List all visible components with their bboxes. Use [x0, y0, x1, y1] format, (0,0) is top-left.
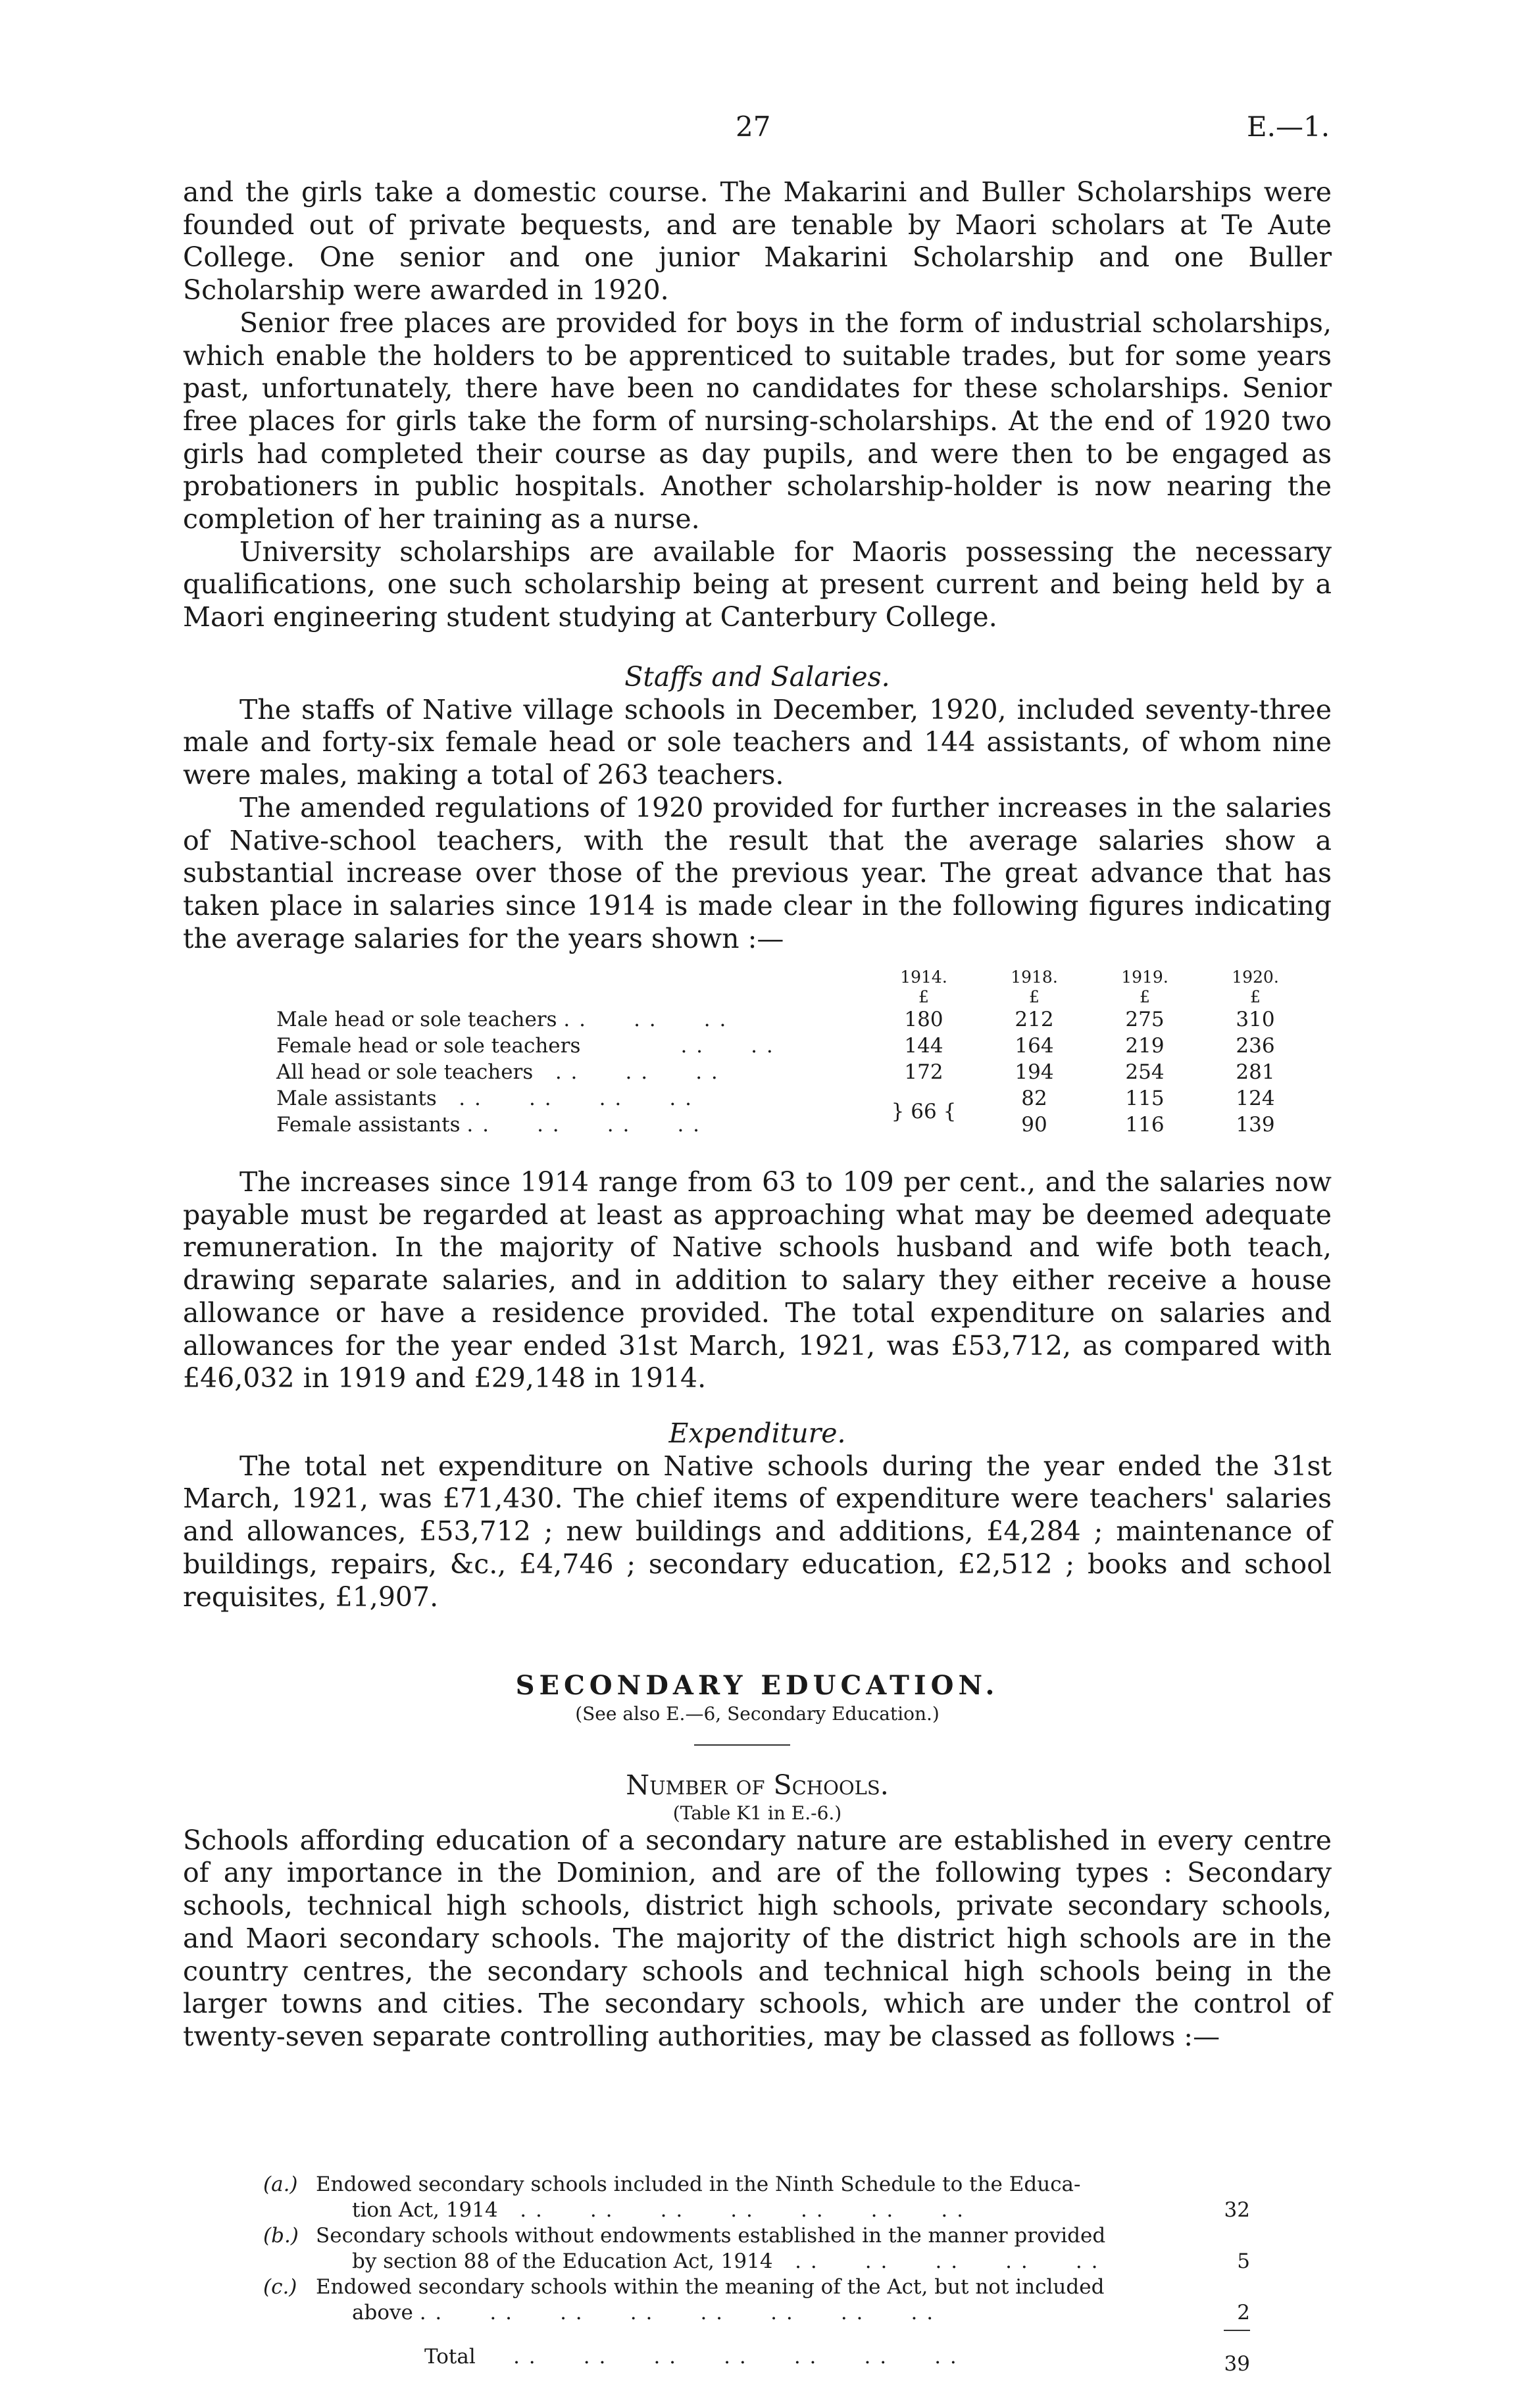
number-of-schools-section: [183, 1769, 1332, 2053]
total-rule: [1224, 2330, 1250, 2331]
cell-value: 275: [1125, 1008, 1165, 1031]
total-row: Total . . . . . . . . . . . . . . 39: [424, 2345, 1250, 2376]
cell-value: 236: [1236, 1034, 1275, 1058]
table-reference: (Table K1 in E.-6.): [672, 1802, 842, 1824]
cell-value: 144: [904, 1034, 943, 1058]
paragraph-schools: Schools affording education of a secondary nature are established in every centre of any importance in the Dominion, and are of the following types : Secondary schools, technical high schools, district high schools, private secondary schools, and Maori secondary schools. The majority of the district high schools are in the country centres, the secondary schools and technical high schools being in the larger towns and cities. The secondary schools, which are under the control of twenty-seven separate controlling authorities, may be classed as follows :—: [183, 1824, 1332, 2052]
staffs-salaries-section: [183, 661, 1332, 955]
cell-value: 180: [904, 1008, 943, 1031]
item-text-continued: above: [352, 2301, 413, 2324]
scholarships-section: [183, 176, 1332, 634]
year-header: 1920.: [1232, 967, 1279, 987]
cell-value: 164: [1015, 1034, 1054, 1058]
cell-value: 172: [904, 1060, 943, 1084]
table-row: Female head or sole teachers . . . . 144 164 219 236: [276, 1033, 1311, 1059]
cell-value: 212: [1015, 1008, 1054, 1031]
schools-classification-list: [263, 2172, 1250, 2377]
table-row: All head or sole teachers . . . . . . 172 194 254 281: [276, 1059, 1311, 1085]
cell-value: 116: [1125, 1113, 1165, 1137]
cell-value: 66: [911, 1100, 937, 1123]
increases-section: [183, 1166, 1332, 1395]
unit-header: £: [1250, 987, 1261, 1006]
item-text: Endowed secondary schools included in the Ninth Schedule to the Educa-: [316, 2173, 1081, 2196]
series-reference: E.—1.: [1247, 111, 1330, 143]
heading-secondary-education: SECONDARY EDUCATION.: [515, 1670, 999, 1701]
table-header-years: [276, 967, 1311, 987]
table-header-units: [276, 987, 1311, 1006]
item-count: 2: [1237, 2301, 1250, 2324]
year-header: 1914.: [900, 967, 947, 987]
row-label: Male assistants: [276, 1087, 437, 1110]
cell-value: 139: [1236, 1113, 1275, 1137]
unit-header: £: [918, 987, 929, 1006]
year-header: 1918.: [1011, 967, 1058, 987]
heading-number-of-schools: Number of Schools.: [626, 1769, 889, 1801]
section-divider: [694, 1744, 790, 1746]
page-header: [0, 111, 1531, 150]
paragraph-regulations: The amended regulations of 1920 provided for further increases in the salaries of Native-school teachers, with the result that the average salaries show a substantial increase over those of the previous year. The great advance that has taken place in salaries since 1914 is made clear in the following figures indicating the average salaries for the years shown :—: [183, 791, 1332, 954]
table-row: Male assistants . . . . . . . . } 66 { 82 115 124: [276, 1085, 1311, 1112]
merged-assistants-1914: } 66 {: [891, 1100, 957, 1123]
paragraph-staffs: The staffs of Native village schools in December, 1920, included seventy-three male and forty-six female head or sole teachers and 144 assistants, of whom nine were males, making a total of 263 teachers.: [183, 693, 1332, 791]
unit-header: £: [1029, 987, 1040, 1006]
secondary-see-also: (See also E.—6, Secondary Education.): [575, 1702, 940, 1725]
item-letter: (c.): [263, 2275, 297, 2299]
cell-value: 90: [1021, 1113, 1047, 1137]
item-count: 32: [1224, 2198, 1250, 2222]
page-number: 27: [736, 111, 771, 143]
unit-header: £: [1140, 987, 1150, 1006]
total-count: 39: [1224, 2352, 1250, 2376]
row-label: All head or sole teachers: [276, 1060, 534, 1084]
paragraph-expenditure: The total net expenditure on Native schools during the year ended the 31st March, 1921, was £71,430. The chief items of expenditure were teachers' salaries and allowances, £53,712 ; new buildings and additions, £4,284 ; maintenance of buildings, repairs, &c., £4,746 ; secondary education, £2,512 ; books and school requisites, £1,907.: [183, 1450, 1332, 1613]
paragraph-free-places: Senior free places are provided for boys in the form of industrial scholarships, which enable the holders to be apprenticed to suitable trades, but for some years past, unfortunately, there have been no candidates for these scholarships. Senior free places for girls take the form of nursing-scholarships. At the end of 1920 two girls had completed their course as day pupils, and were then to be engaged as probationers in public hospitals. Another scholarship-holder is now nearing the completion of her training as a nurse.: [183, 307, 1332, 535]
heading-expenditure: Expenditure.: [668, 1417, 846, 1449]
year-header: 1919.: [1121, 967, 1168, 987]
cell-value: 281: [1236, 1060, 1275, 1084]
cell-value: 310: [1236, 1008, 1275, 1031]
cell-value: 219: [1125, 1034, 1165, 1058]
cell-value: 115: [1125, 1087, 1165, 1110]
paragraph-scholarships: and the girls take a domestic course. The Makarini and Buller Scholarships were founded out of private bequests, and are tenable by Maori scholars at Te Aute College. One senior and one junior Makarini Scholarship and one Buller Scholarship were awarded in 1920.: [183, 176, 1332, 307]
list-item: (c.) Endowed secondary schools within the meaning of the Act, but not included above . . . . . . . . . . . . . . . . 2: [263, 2275, 1250, 2324]
expenditure-section: [183, 1417, 1332, 1613]
item-text-continued: by section 88 of the Education Act, 1914: [352, 2249, 773, 2273]
item-letter: (b.): [263, 2224, 299, 2248]
item-text: Endowed secondary schools within the meaning of the Act, but not included: [316, 2275, 1105, 2299]
row-label: Female assistants: [276, 1113, 461, 1137]
item-count: 5: [1237, 2249, 1250, 2273]
secondary-heading-block: [183, 1669, 1332, 1726]
item-text-continued: tion Act, 1914: [352, 2198, 498, 2222]
paragraph-increases: The increases since 1914 range from 63 to 109 per cent., and the salaries now payable must be regarded at least as approaching what may be deemed adequate remuneration. In the majority of Native schools husband and wife both teach, drawing separate salaries, and in addition to salary they either receive a house allowance or have a residence provided. The total expenditure on salaries and allowances for the year ended 31st March, 1921, was £53,712, as compared with £46,032 in 1919 and £29,148 in 1914.: [183, 1166, 1332, 1394]
cell-value: 82: [1021, 1087, 1047, 1110]
cell-value: 124: [1236, 1087, 1275, 1110]
cell-value: 254: [1125, 1060, 1165, 1084]
total-label: Total: [424, 2345, 476, 2369]
item-letter: (a.): [263, 2173, 298, 2196]
list-item: (b.) Secondary schools without endowments established in the manner provided by section 88 of the Education Act, 1914 . . . . . . . . . . 5: [263, 2224, 1250, 2273]
table-row: Male head or sole teachers . . . . . . 180 212 275 310: [276, 1006, 1311, 1033]
item-text: Secondary schools without endowments established in the manner provided: [316, 2224, 1106, 2248]
row-label: Male head or sole teachers: [276, 1008, 557, 1031]
table-row: Female assistants . . . . . . . . 90 116 139: [276, 1112, 1311, 1138]
cell-value: 194: [1015, 1060, 1054, 1084]
row-label: Female head or sole teachers: [276, 1034, 581, 1058]
salary-table: [276, 967, 1311, 1138]
paragraph-university: University scholarships are available for Maoris possessing the necessary qualifications, one such scholarship being at present current and being held by a Maori engineering student studying at Canterbury College.: [183, 535, 1332, 633]
list-item: (a.) Endowed secondary schools included in the Ninth Schedule to the Educa- tion Act, 1914 . . . . . . . . . . . . . . 32: [263, 2173, 1250, 2222]
heading-staffs-salaries: Staffs and Salaries.: [624, 661, 890, 693]
